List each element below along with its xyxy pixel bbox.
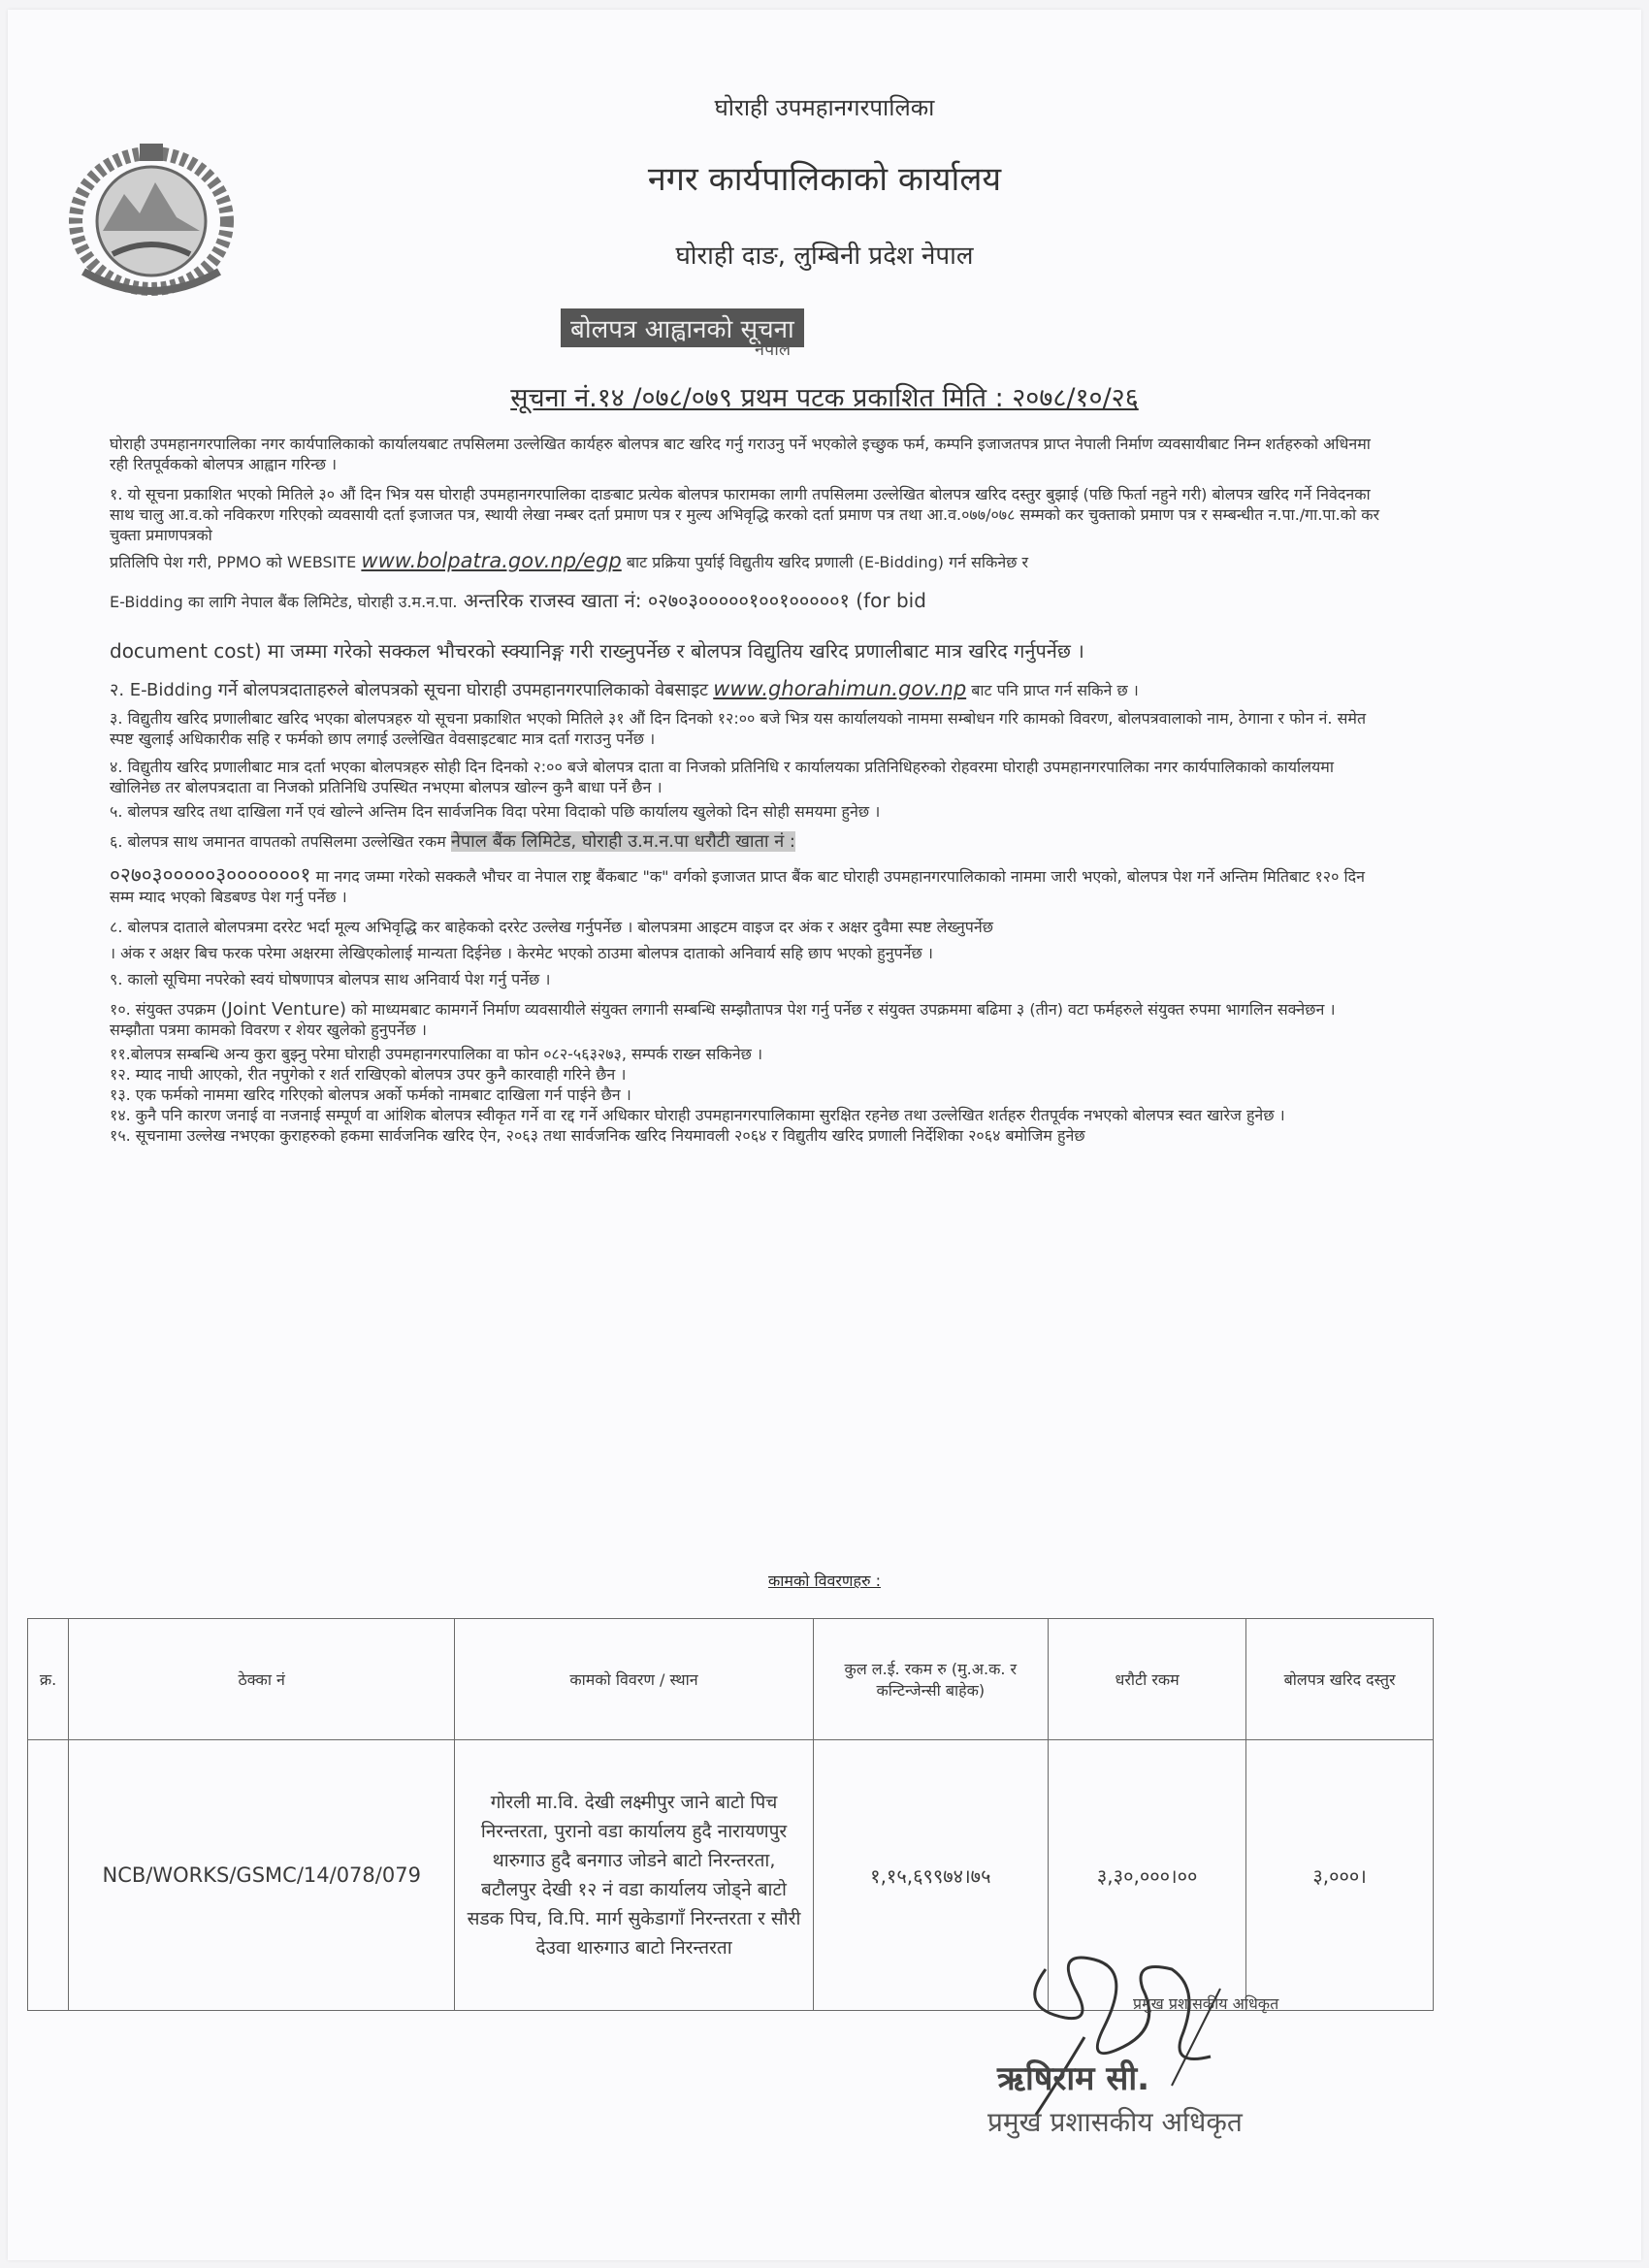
col-deposit: धरौटी रकम (1049, 1619, 1246, 1740)
cell-sn (28, 1740, 69, 2011)
clause-1b: प्रतिलिपि पेश गरी, PPMO को WEBSITE (110, 553, 357, 571)
stamp-title: प्रमुख प्रशासकीय अधिकृत (987, 2106, 1243, 2138)
notice-body (110, 434, 1380, 1146)
bolpatra-link[interactable]: www.bolpatra.gov.np/egp (361, 549, 622, 572)
clause-10a: १०. संयुक्त उपक्रम (110, 1000, 216, 1019)
col-description: कामको विवरण / स्थान (455, 1619, 813, 1740)
joint-venture: (Joint Venture) (220, 999, 346, 1020)
clause-2a: २. E-Bidding गर्ने बोलपत्रदाताहरुले बोलपत्रको सूचना घोराही उपमहानगरपालिकाको वेबसाइट (110, 680, 709, 700)
cell-description: गोरली मा.वि. देखी लक्ष्मीपुर जाने बाटो पिच निरन्तरता, पुरानो वडा कार्यालय हुदै नारायणपुर थारुगाउ हुदै बनगाउ जोडने बाटो निरन्तरता, बटौलपुर देखी १२ नं वडा कार्यालय जोड्ने बाटो सडक पिच, वि.पि. मार्ग सुकेडागाँ निरन्तरता र सौरी देउवा थारुगाउ बाटो निरन्तरता (455, 1740, 813, 2011)
clause-14: १४. कुनै पनि कारण जनाई वा नजनाई सम्पूर्ण वा आंशिक बोलपत्र स्वीकृत गर्ने वा रद्द गर्ने अधिकार घोराही उपमहानगरपालिकामा सुरक्षित रहनेछ तथा उल्लेखित शर्तहरु रीतपूर्वक नभएको बोलपत्र स्वत खारेज हुनेछ । (110, 1106, 1285, 1124)
clause-6b: मा नगद जम्मा गरेको सक्कलै भौचर वा नेपाल राष्ट्र बैंकबाट "क" वर्गको इजाजत प्राप्त बैंक बाट घोराही उपमहानगरपालिकाको नाममा जारी भएको, बोलपत्र पेश गर्ने अन्तिम मितिबाट १२० दिन सम्म म्याद भएको बिडबण्ड पेश गर्नु पर्नेछ । (110, 867, 1366, 906)
notice-title-sub: नेपाल (755, 340, 792, 360)
clause-1-ebid-line (110, 586, 1380, 617)
clause-15: १५. सूचनामा उल्लेख नभएका कुराहरुको हकमा सार्वजनिक खरिद ऐन, २०६३ तथा सार्वजनिक खरिद नियमावली २०६४ र विद्युतीय खरिद प्रणाली निर्देशिका २०६४ बमोजिम हुनेछ (110, 1126, 1085, 1145)
clause-8b: । अंक र अक्षर बिच फरक परेमा अक्षरमा लेखिएकोलाई मान्यता दिईनेछ । केरमेट भएको ठाउमा बोलपत्र दाताको अनिवार्य सहि छाप भएको हुनुपर्नेछ । (110, 944, 933, 962)
col-fee: बोलपत्र खरिद दस्तुर (1246, 1619, 1434, 1740)
clause-2b: बाट पनि प्राप्त गर्न सकिने छ । (971, 681, 1139, 699)
clause-6-account-line (110, 865, 1380, 907)
clause-11: ११.बोलपत्र सम्बन्धि अन्य कुरा बुझ्नु परेमा घोराही उपमहानगरपालिका वा फोन ०८२-५६३२७३, सम्पर्क राख्न सकिनेछ । (110, 1045, 763, 1063)
office-name: नगर कार्यपालिकाको कार्यालय (647, 160, 1002, 199)
clause-10b: को माध्यमबाट कामगर्ने निर्माण व्यवसायीले संयुक्त लगानी सम्बन्धि सम्झौतापत्र पेश गर्नु पर्नेछ र संयुक्त उपक्रममा बढिमा ३ (तीन) वटा फर्महरुले संयुक्त रुपमा भागलिन सक्नेछन । सम्झौता पत्रमा कामको विवरण र शेयर खुलेको हुनुपर्नेछ । (110, 1000, 1336, 1039)
clause-1f: document cost) मा जम्मा गरेको सक्कल भौचरको स्क्यानिङ्ग गरी राख्नुपर्नेछ र बोलपत्र विद्युतिय खरिद प्रणालीबाट मात्र खरिद गर्नुपर्नेछ । (110, 639, 1084, 663)
signature-caption: प्रमुख प्रशासकीय अधिकृत (1133, 1994, 1279, 2013)
clause-5: ५. बोलपत्र खरिद तथा दाखिला गर्ने एवं खोल्ने अन्तिम दिन सार्वजनिक विदा परेमा विदाको पछि कार्यालय खुलेको दिन सोही समयमा हुनेछ । (110, 802, 881, 821)
government-emblem-icon (54, 126, 248, 310)
cell-fee: ३,०००। (1246, 1740, 1434, 2011)
clause-1e: (for bid (856, 589, 926, 612)
col-sn: क्र. (28, 1619, 69, 1740)
deposit-account: ०२७०३०००००३०००००००१ (110, 863, 311, 887)
clause-2 (110, 679, 1380, 700)
clause-9: ९. कालो सूचिमा नपरेको स्वयं घोषणापत्र बोलपत्र साथ अनिवार्य पेश गर्नु पर्नेछ । (110, 970, 551, 988)
municipality-name: घोराही उपमहानगरपालिका (714, 94, 935, 121)
clause-12: १२. म्याद नाघी आएको, रीत नपुगेको र शर्त राखिएको बोलपत्र उपर कुनै कारवाही गरिने छैन । (110, 1065, 627, 1084)
notice-page (8, 10, 1641, 2260)
clause-8a: ८. बोलपत्र दाताले बोलपत्रमा दररेट भर्दा मूल्य अभिवृद्धि कर बाहेकको दररेट उल्लेख गर्नुपर्नेछ । बोलपत्रमा आइटम वाइज दर अंक र अक्षर दुवैमा स्पष्ट लेख्नुपर्नेछ (110, 918, 993, 936)
clause-10 (110, 999, 1380, 1040)
clause-3: ३. विद्युतीय खरिद प्रणालीबाट खरिद भएका बोलपत्रहरु यो सूचना प्रकाशित भएको मितिले ३१ औं दिन दिनको १२:०० बजे भित्र यस कार्यालयको नाममा सम्बोधन गरि कामको विवरण, बोलपत्रवालाको नाम, ठेगाना र फोन नं. समेत स्पष्ट खुलाई अधिकारीक सहि र फर्मको छाप लगाई उल्लेखित वेवसाइटबाट मात्र दर्ता गराउनु पर्नेछ । (110, 709, 1367, 748)
ghorahi-link[interactable]: www.ghorahimun.gov.np (713, 677, 967, 700)
notice-title: बोलपत्र आह्वानको सूचना (561, 308, 804, 347)
cell-deposit: ३,३०,०००।०० (1049, 1740, 1246, 2011)
clause-6-line (110, 831, 1380, 852)
revenue-account: अन्तरिक राजस्व खाता नं: ०२७०३०००००१००१०००००१ (463, 589, 850, 612)
notice-number-date: सूचना नं.१४ /०७८/०७९ प्रथम पटक प्रकाशित मिति : २०७८/१०/२६ (510, 383, 1139, 413)
intro-paragraph: घोराही उपमहानगरपालिका नगर कार्यपालिकाको कार्यालयबाट तपसिलमा उल्लेखित कार्यहरु बोलपत्र बाट खरिद गर्नु गराउनु पर्ने भएकोले इच्छुक फर्म, कम्पनि इजाजतपत्र प्राप्त नेपाली निर्माण व्यवसायीबाट निम्न शर्तहरुको अधिनमा रही रितपूर्वकको बोलपत्र आह्वान गरिन्छ । (110, 435, 1371, 473)
clause-1d: E-Bidding का लागि नेपाल बैंक लिमिटेड, घोराही उ.म.न.पा. (110, 593, 458, 611)
table-header-row (28, 1619, 1434, 1740)
clause-13: १३. एक फर्मको नाममा खरिद गरिएको बोलपत्र अर्को फर्मको नामबाट दाखिला गर्न पाईने छैन । (110, 1085, 631, 1104)
clause-6a: ६. बोलपत्र साथ जमानत वापतको तपसिलमा उल्लेखित रकम (110, 832, 446, 851)
cell-cost: १,१५,६९९७४।७५ (813, 1740, 1049, 2011)
works-table-title: कामको विवरणहरु : (767, 1571, 882, 1590)
col-contract: ठेक्का नं (69, 1619, 455, 1740)
clause-1c: बाट प्रक्रिया पुर्याई विद्युतीय खरिद प्रणाली (E-Bidding) गर्न सकिनेछ र (626, 553, 1029, 571)
clause-1-line (110, 551, 1380, 572)
clause-4: ४. विद्युतीय खरिद प्रणालीबाट मात्र दर्ता भएका बोलपत्रहरु सोही दिन दिनको २:०० बजे बोलपत्र दाता वा निजको प्रतिनिधि र कार्यालयका प्रतिनिधिहरुको रोहवरमा घोराही उपमहानगरपालिका नगर कार्यपालिकाको कार्यालयमा खोलिनेछ तर बोलपत्रदाता वा निजको प्रतिनिधि उपस्थित नभएमा बोलपत्र खोल्न कुनै बाधा पर्ने छैन । (110, 758, 1334, 796)
deposit-bank: नेपाल बैंक लिमिटेड, घोराही उ.म.न.पा धरौटी खाता नं : (450, 831, 795, 852)
office-address: घोराही दाङ, लुम्बिनी प्रदेश नेपाल (675, 242, 974, 271)
clause-1a: १. यो सूचना प्रकाशित भएको मितिले ३० औं दिन भित्र यस घोराही उपमहानगरपालिका दाङबाट प्रत्येक बोलपत्र फारामका लागी तपसिलमा उल्लेखित बोलपत्र खरिद दस्तुर बुझाई (पछि फिर्ता नहुने गरी) बोलपत्र खरिद गर्ने निवेदनका साथ चालु आ.व.को नविकरण गरिएको व्यवसायी दर्ता इजाजत पत्र, स्थायी लेखा नम्बर दर्ता प्रमाण पत्र र मुल्य अभिवृद्धि करको दर्ता प्रमाण पत्र तथा आ.व.०७७/०७८ सम्मको कर चुक्ताको प्रमाण पत्र र सम्बन्धीत न.पा./गा.पा.को कर चुक्ता प्रमाणपत्रको (110, 485, 1380, 544)
col-cost: कुल ल.ई. रकम रु (मु.अ.क. र कन्टिन्जेन्सी बाहेक) (813, 1619, 1049, 1740)
cell-contract: NCB/WORKS/GSMC/14/078/079 (69, 1740, 455, 2011)
stamp-name: ऋषिराम सी. (997, 2059, 1150, 2098)
